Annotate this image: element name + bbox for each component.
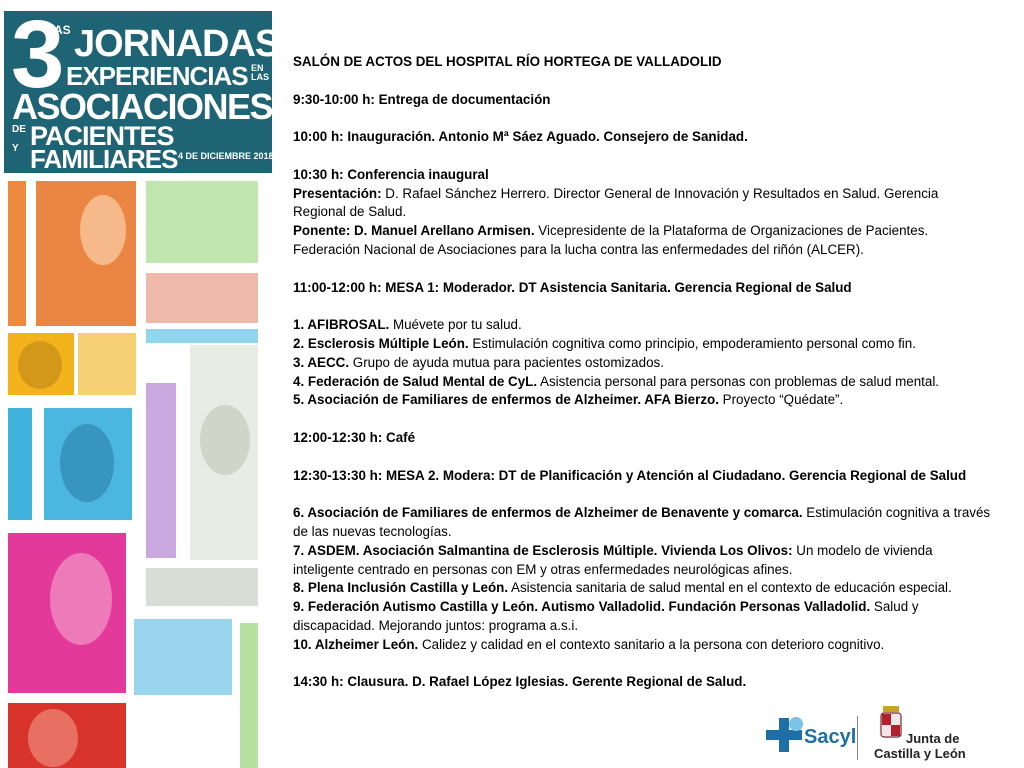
- collage-tile-red-portrait: [8, 703, 126, 768]
- banner-ordinal: AS: [54, 23, 71, 37]
- presentation-line: [293, 185, 993, 223]
- speaker-text: Vicepresidente de la Plataforma de Organizaciones de Pacientes. Federación Nacional de Asociaciones para la lucha contra las enfermedades del riñón (ALCER).: [293, 223, 929, 257]
- collage-tile-yellow-strip: [78, 333, 136, 395]
- list-item: 5. Asociación de Familiares de enfermos de Alzheimer. AFA Bierzo. Proyecto “Quédate”.: [293, 392, 844, 408]
- list-item: 1. AFIBROSAL. Muévete por tu salud.: [293, 317, 522, 333]
- banner-line-jornadas: JORNADAS: [74, 23, 280, 65]
- mesa1-list: [293, 316, 993, 410]
- mesa1-heading: 11:00-12:00 h: MESA 1: Moderador. DT Asistencia Sanitaria. Gerencia Regional de Salud: [293, 279, 852, 295]
- collage-tile-blue-portrait: [44, 408, 132, 520]
- speaker-line: [293, 222, 993, 260]
- closing-slot: 14:30 h: Clausura. D. Rafael López Iglesias. Gerente Regional de Salud.: [293, 674, 747, 690]
- banner-number: 3: [11, 1, 59, 108]
- collage-tile-blue-strip: [8, 408, 32, 520]
- sacyl-logo-text: Sacyl: [804, 726, 857, 748]
- list-item: 4. Federación de Salud Mental de CyL. Asistencia personal para personas con problemas de salud mental.: [293, 373, 940, 389]
- banner-line-en-las: EN LAS: [251, 63, 269, 82]
- list-item: 3. AECC. Grupo de ayuda mutua para pacientes ostomizados.: [293, 354, 664, 370]
- collage-tile-lightblue-photo: [134, 619, 232, 695]
- banner-line-de: DE: [12, 124, 26, 135]
- list-item: 8. Plena Inclusión Castilla y León. Asistencia sanitaria de salud mental en el contexto de educación especial.: [293, 580, 952, 596]
- event-program: [293, 53, 993, 692]
- collage-tile-yellow-portrait: [8, 333, 74, 395]
- banner-date: 4 DE DICIEMBRE 2018: [178, 151, 274, 161]
- collage-tile-magenta-portrait: [8, 533, 126, 693]
- collage-tile-grey-strip: [146, 568, 258, 606]
- collage-tile-purple-strip: [146, 383, 176, 558]
- banner-line-familiares: FAMILIARES: [30, 144, 178, 174]
- list-item: 6. Asociación de Familiares de enfermos de Alzheimer de Benavente y comarca. Estimulación cognitiva a través de las nuevas tecnologías.: [293, 505, 991, 539]
- collage-tile-green-strip: [240, 623, 258, 768]
- inauguration-slot: 10:00 h: Inauguración. Antonio Mª Sáez Aguado. Consejero de Sanidad.: [293, 129, 748, 145]
- docs-slot: 9:30-10:00 h: Entrega de documentación: [293, 91, 551, 107]
- conference-slot: 10:30 h: Conferencia inaugural: [293, 166, 489, 182]
- presentation-text: D. Rafael Sánchez Herrero. Director General de Innovación y Resultados en Salud. Gerencia Regional de Salud.: [293, 185, 939, 220]
- jcyl-logo-line2: Castilla y León: [874, 746, 966, 761]
- jcyl-logo-line1: Junta de: [906, 731, 960, 746]
- venue-heading: SALÓN DE ACTOS DEL HOSPITAL RÍO HORTEGA DE VALLADOLID: [293, 54, 722, 69]
- list-item: 7. ASDEM. Asociación Salmantina de Esclerosis Múltiple. Vivienda Los Olivos: Un modelo de vivienda inteligente centrado en personas con EM y otras enfermedades neurológicas afines.: [293, 542, 933, 577]
- mesa2-list: [293, 504, 993, 654]
- speaker-label: Ponente: D. Manuel Arellano Armisen.: [293, 223, 535, 239]
- photo-collage: [0, 173, 272, 768]
- banner-line-pacientes: PACIENTES: [30, 121, 174, 151]
- collage-tile-orange-strip: [8, 181, 26, 326]
- list-item: 9. Federación Autismo Castilla y León. Autismo Valladolid. Fundación Personas Valladolid. Salud y discapacidad. Mejorando juntos: programa a.s.i.: [293, 599, 919, 633]
- collage-tile-grey-portrait: [190, 345, 258, 560]
- banner-line-y: Y: [12, 143, 19, 154]
- collage-tile-red-photo: [146, 273, 258, 323]
- collage-tile-orange-portrait: [36, 181, 136, 326]
- presentation-label: Presentación:: [293, 185, 382, 201]
- banner-line-asociaciones: ASOCIACIONES: [12, 86, 273, 127]
- list-item: 10. Alzheimer León. Calidez y calidad en el contexto sanitario a la persona con deterioro cognitivo.: [293, 636, 885, 652]
- collage-tile-cyan-strip: [146, 329, 258, 343]
- mesa2-heading: 12:30-13:30 h: MESA 2. Modera: DT de Planificación y Atención al Ciudadano. Gerencia Regional de Salud: [293, 467, 967, 483]
- event-banner: [4, 1, 280, 174]
- castilla-leon-crest-icon: [878, 706, 904, 740]
- list-item: 2. Esclerosis Múltiple León. Estimulación cognitiva como principio, empoderamiento personal como fin.: [293, 335, 916, 351]
- banner-line-experiencias: EXPERIENCIAS: [66, 61, 248, 91]
- coffee-slot: 12:00-12:30 h: Café: [293, 429, 416, 445]
- collage-tile-green-photo: [146, 181, 258, 263]
- logo-divider: [857, 716, 858, 760]
